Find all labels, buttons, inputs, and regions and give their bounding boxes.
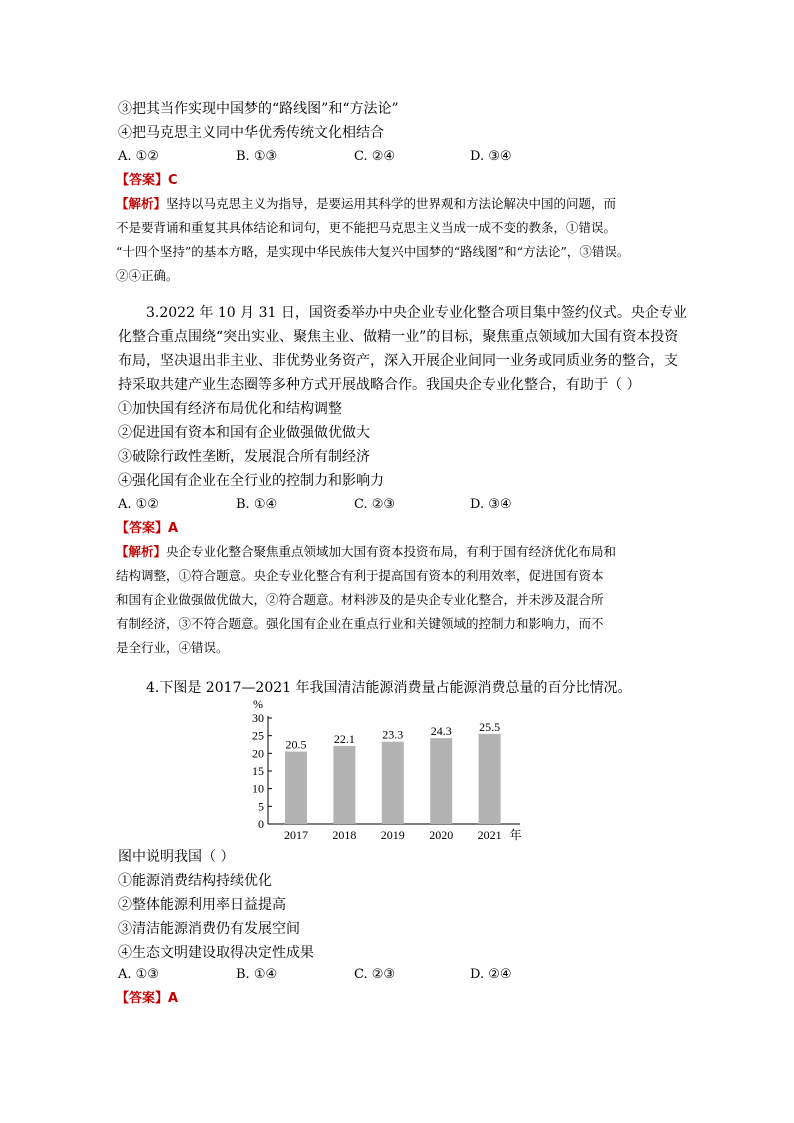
q3-option-b[interactable]: B. ①④ <box>236 497 278 512</box>
q3-explanation-line-2: 结构调整，①符合题意。央企专业化整合有利于提高国有资本的利用效率，促进国有资本 <box>116 568 604 583</box>
bar-value-label: 22.1 <box>333 731 355 746</box>
y-tick-label: 10 <box>252 781 264 796</box>
q2-explanation-line-2: 不是要背诵和重复其具体结论和词句，更不能把马克思主义当成一成不变的教条，①错误。 <box>116 220 617 235</box>
answer-label: 【答案】 <box>116 991 169 1006</box>
q2-explanation-line-3: “十四个坚持”的基本方略，是实现中华民族伟大复兴中国梦的“路线图”和“方法论”，③错误。 <box>116 244 630 259</box>
explanation-label: 【解析】 <box>116 196 167 211</box>
explanation-text: 坚持以马克思主义为指导，是要运用其科学的世界观和方法论解决中国的问题，而 <box>166 196 617 211</box>
y-tick-label: 30 <box>252 711 264 725</box>
y-tick-label: 25 <box>252 728 264 743</box>
q4-option-a[interactable]: A. ①③ <box>118 967 159 982</box>
q2-explanation-line-4: ②④正确。 <box>116 268 179 283</box>
answer-value: A <box>168 991 179 1006</box>
y-tick-label: 15 <box>252 764 264 778</box>
bar <box>333 746 355 824</box>
q2-option-b[interactable]: B. ①③ <box>236 149 278 164</box>
x-tick-label: 2020 <box>429 828 454 842</box>
q2-option-d[interactable]: D. ③④ <box>470 149 512 164</box>
q3-item-4: ④强化国有企业在全行业的控制力和影响力 <box>118 473 384 489</box>
q4-option-c[interactable]: C. ②③ <box>354 967 396 982</box>
x-tick-label: 2018 <box>332 828 357 842</box>
q3-explanation-line-3: 和国有企业做强做优做大，②符合题意。材料涉及的是央企专业化整合，并未涉及混合所 <box>116 592 604 607</box>
q3-option-a[interactable]: A. ①② <box>118 497 159 512</box>
x-tick-label: 2021 <box>477 828 502 842</box>
q3-stem-line-2: 化整合重点围绕“突出实业、聚焦主业、做精一业”的目标，聚焦重点领域加大国有资本投资 <box>118 329 679 345</box>
bar-value-label: 20.5 <box>285 737 307 752</box>
bar-value-label: 23.3 <box>382 727 404 742</box>
q3-option-c[interactable]: C. ②③ <box>354 497 396 512</box>
answer-label: 【答案】 <box>116 521 169 536</box>
y-unit-label: % <box>253 697 263 711</box>
bar <box>430 738 452 824</box>
y-tick-label: 20 <box>252 746 264 761</box>
bar <box>382 742 404 824</box>
q2-answer <box>116 172 178 190</box>
q3-options <box>118 496 678 514</box>
answer-label: 【答案】 <box>116 173 169 188</box>
y-tick-label: 5 <box>258 799 264 814</box>
bar-value-label: 25.5 <box>479 719 501 734</box>
q4-item-2: ②整体能源利用率日益提高 <box>118 897 286 913</box>
y-tick-label: 0 <box>258 817 264 831</box>
q3-item-3: ③破除行政性垄断，发展混合所有制经济 <box>118 449 370 465</box>
q2-options <box>118 148 678 166</box>
x-tick-label: 2017 <box>284 828 308 842</box>
q3-item-2: ②促进国有资本和国有企业做强做优做大 <box>118 425 370 441</box>
q4-answer <box>116 990 178 1008</box>
answer-value: A <box>168 521 179 536</box>
explanation-text: 央企专业化整合聚焦重点领域加大国有资本投资布局，有利于国有经济优化布局和 <box>166 544 617 559</box>
q3-item-1: ①加快国有经济布局优化和结构调整 <box>118 401 342 417</box>
q4-option-b[interactable]: B. ①④ <box>236 967 278 982</box>
explanation-label: 【解析】 <box>116 544 167 559</box>
q2-option-a[interactable]: A. ①② <box>118 149 159 164</box>
q2-item-4: ④把马克思主义同中华优秀传统文化相结合 <box>118 125 384 141</box>
q4-options <box>118 966 678 984</box>
q4-item-3: ③清洁能源消费仍有发展空间 <box>118 921 300 937</box>
bar-chart <box>230 694 550 846</box>
q4-stem: 4.下图是 2017—2021 年我国清洁能源消费量占能源消费总量的百分比情况。 <box>146 680 632 696</box>
q3-explanation-line-4: 有制经济，③不符合题意。强化国有企业在重点行业和关键领域的控制力和影响力，而不 <box>116 616 604 631</box>
q2-option-c[interactable]: C. ②④ <box>354 149 396 164</box>
q3-option-d[interactable]: D. ③④ <box>470 497 512 512</box>
q4-question: 图中说明我国（ ） <box>118 849 235 865</box>
q4-option-d[interactable]: D. ②④ <box>470 967 512 982</box>
x-tick-label: 2019 <box>380 828 405 842</box>
x-unit-label: 年 <box>509 828 522 842</box>
bar <box>479 734 501 824</box>
bar <box>285 752 307 824</box>
q3-answer <box>116 520 178 538</box>
q3-stem-line-1: 3.2022 年 10 月 31 日，国资委举办中央企业专业化整合项目集中签约仪式。央企专业 <box>146 305 687 321</box>
q2-explanation-line-1 <box>116 192 616 216</box>
q3-explanation-line-5: 是全行业，④错误。 <box>116 640 229 655</box>
q4-item-4: ④生态文明建设取得决定性成果 <box>118 945 314 961</box>
bar-value-label: 24.3 <box>430 724 452 739</box>
q3-stem-line-4: 持采取共建产业生态圈等多种方式开展战略合作。我国央企专业化整合，有助于（ ） <box>118 377 641 393</box>
q2-item-3: ③把其当作实现中国梦的“路线图”和“方法论” <box>118 101 399 117</box>
q4-item-1: ①能源消费结构持续优化 <box>118 873 272 889</box>
q3-explanation-line-1 <box>116 540 616 564</box>
answer-value: C <box>168 173 178 188</box>
q3-stem-line-3: 布局，坚决退出非主业、非优势业务资产，深入开展企业间同一业务或同质业务的整合，支 <box>118 353 678 369</box>
